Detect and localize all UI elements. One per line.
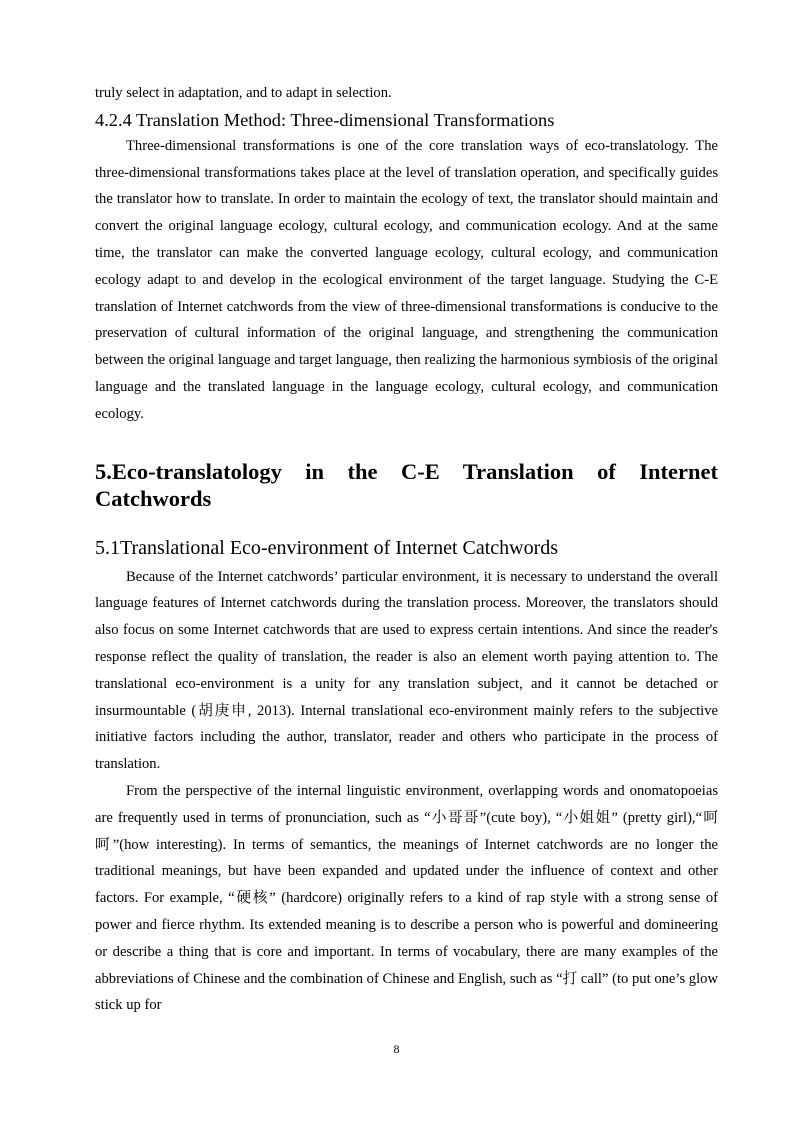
paragraph-5-1-a: Because of the Internet catchwords’ particular environment, it is necessary to understand the overall language features of Internet catchwords during the translation process. Moreover, the translators should also focus on some Internet catchwords that are used to express certain intentions. And since the reader's response reflect the quality of translation, the reader is also an element worth paying attention to. The translational eco-environment is a unity for any translation subject, and it cannot be detached or insurmountable (胡庚申, 2013). Internal translational eco-environment mainly refers to the subjective initiative factors including the author, translator, reader and others who participate in the process of translation.: [95, 568, 718, 773]
page-number: 8: [393, 1042, 400, 1056]
paragraph-5-1-b: From the perspective of the internal linguistic environment, overlapping words and onomatopoeias are frequently used in terms of pronunciation, such as “小哥哥”(cute boy), “小姐姐” (pretty girl),“呵呵”(how interesting). In terms of semantics, the meanings of Internet catchwords are no longer the traditional meanings, but have been expanded and updated under the influence of context and other factors. For example, “硬核” (hardcore) originally refers to a kind of rap style with a strong sense of power and fierce rhythm. Its extended meaning is to describe a person who is powerful and domineering or describe a thing that is core and important. In terms of vocabulary, there are many examples of the abbreviations of Chinese and the combination of Chinese and English, such as “打 call” (to put one’s glow stick up for: [95, 782, 718, 1014]
heading-5: 5.Eco-translatology in the C-E Translation of Internet Catchwords: [95, 458, 718, 511]
continuation-line: truly select in adaptation, and to adapt in selection.: [95, 85, 392, 101]
heading-5-1: 5.1Translational Eco-environment of Internet Catchwords: [95, 536, 559, 559]
heading-4-2-4: 4.2.4 Translation Method: Three-dimensional Transformations: [95, 109, 555, 130]
paragraph-4-2-4: Three-dimensional transformations is one of the core translation ways of eco-translatology. The three-dimensional transformations takes place at the level of translation operation, and specifically guides the translator how to translate. In order to maintain the ecology of text, the translator should maintain and convert the original language ecology, cultural ecology, and communication ecology. And at the same time, the translator can make the converted language ecology, cultural ecology, and communication ecology adapt to and develop in the ecological environment of the target language. Studying the C-E translation of Internet catchwords from the view of three-dimensional transformations is conducive to the preservation of cultural information of the original language, and strengthening the communication between the original language and target language, then realizing the harmonious symbiosis of the original language and the translated language in the language ecology, cultural ecology, and communication ecology.: [95, 137, 718, 422]
page-body: [95, 80, 718, 1019]
